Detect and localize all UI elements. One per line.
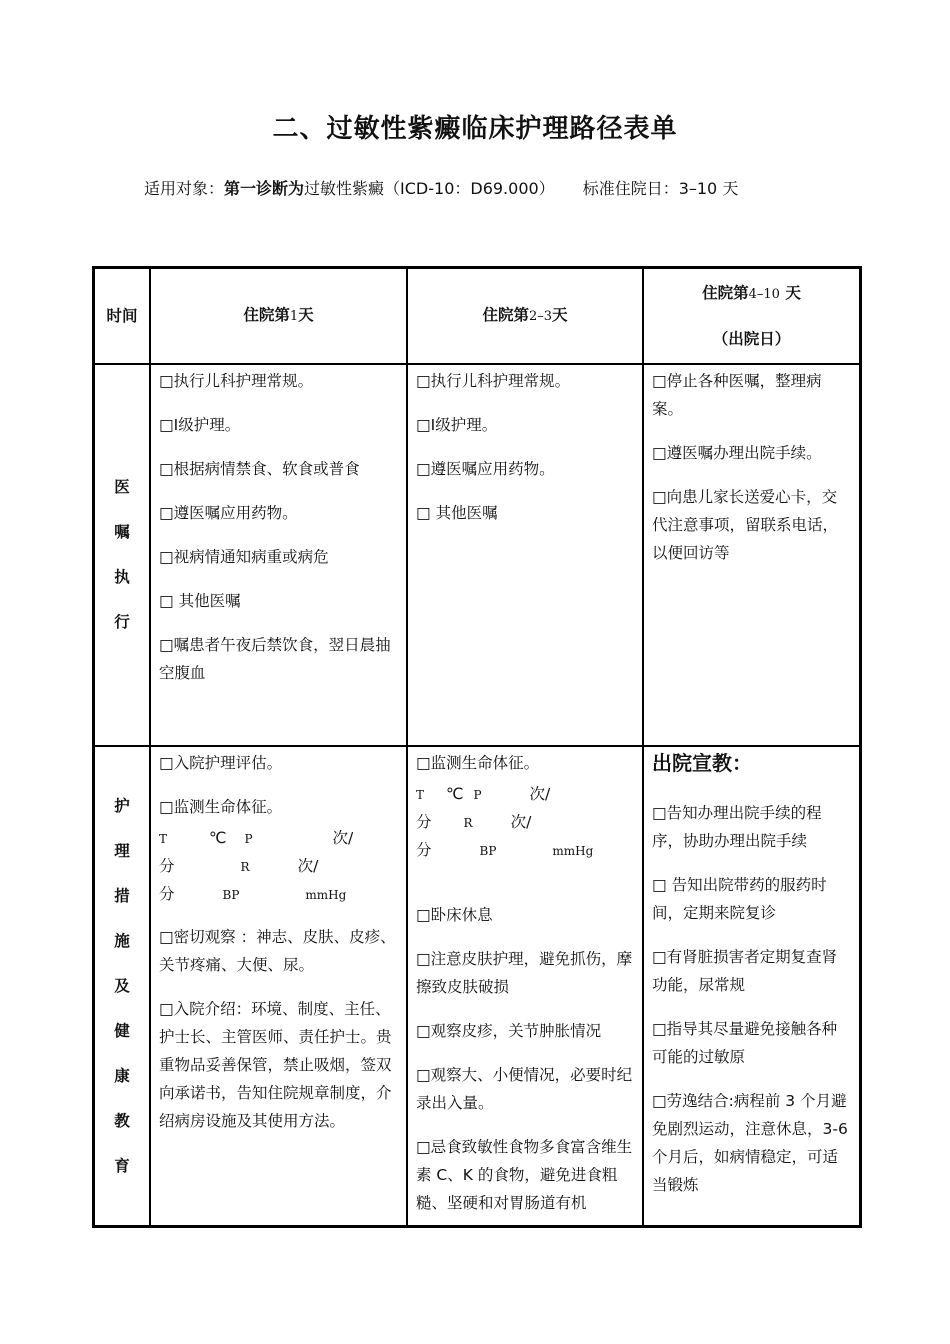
row-label-char: 及 (114, 976, 130, 995)
vital-r: R (240, 860, 250, 874)
row-label-char: 医 (114, 478, 130, 496)
checklist-item[interactable]: □ 告知出院带药的服药时间，定期来院复诊 (652, 876, 827, 922)
header-day2-3 (407, 268, 643, 364)
checklist-item[interactable]: □遵医嘱应用药物。 (416, 460, 555, 478)
checklist-item[interactable]: □有肾脏损害者定期复查肾功能，尿常规 (652, 948, 838, 994)
vital-celsius: ℃ (209, 829, 227, 847)
checklist-item[interactable]: □卧床休息 (416, 906, 493, 924)
checklist-item[interactable]: □根据病情禁食、软食或普食 (159, 460, 360, 478)
vital-bp: BP (222, 888, 240, 902)
vital-unit: 分 (159, 857, 175, 875)
subtitle-prefix: 适用对象： (144, 179, 225, 198)
header-day2-num: 2–3 (528, 309, 553, 324)
header-day1-post: 天 (298, 306, 314, 324)
header-day4-num: 4–10 (748, 287, 780, 302)
checklist-item[interactable]: □密切观察 ：神志、皮肤、皮疹、关节疼痛、大便、尿。 (159, 928, 396, 974)
checklist-item[interactable]: □入院护理评估。 (159, 754, 283, 772)
row-label-nursing (94, 746, 150, 1226)
subtitle-bold: 第一诊断为 (224, 179, 305, 198)
row-label-char: 护 (114, 796, 130, 815)
header-day4-post: 天 (785, 284, 801, 302)
checklist-item[interactable]: □监测生命体征。 (159, 798, 283, 816)
vital-bp: BP (479, 844, 497, 858)
header-day1 (150, 268, 407, 364)
vital-unit: 分 (159, 885, 175, 903)
checklist-item[interactable]: □ 其他医嘱 (159, 592, 241, 610)
checklist-item[interactable]: □观察皮疹，关节肿胀情况 (416, 1022, 602, 1040)
checklist-item[interactable]: □视病情通知病重或病危 (159, 548, 329, 566)
vital-unit: 次/ (529, 785, 551, 803)
header-day1-pre: 住院第 (243, 306, 290, 324)
checklist-item[interactable]: □遵医嘱办理出院手续。 (652, 444, 822, 462)
header-day4-10 (643, 268, 860, 364)
row-label-char: 康 (114, 1066, 130, 1085)
discharge-education-heading: 出院宣教： (652, 751, 752, 775)
nursing-day4-10 (643, 746, 860, 1226)
vital-p: P (473, 788, 482, 802)
vital-t: T (159, 832, 168, 846)
vital-unit: 次/ (332, 829, 354, 847)
vital-mmhg: mmHg (305, 888, 347, 902)
checklist-item[interactable]: □指导其尽量避免接触各种可能的过敏原 (652, 1020, 838, 1066)
row-label-char: 理 (114, 841, 130, 860)
header-day2-post: 天 (552, 306, 568, 324)
row-label-char: 嘱 (114, 523, 130, 541)
subtitle-stay: 标准住院日：3–10 天 (582, 179, 739, 198)
checklist-item[interactable]: □向患儿家长送爱心卡，交代注意事项，留联系电话，以便回访等 (652, 488, 839, 562)
checklist-item[interactable]: □入院介绍：环境、制度、主任、护士长、主管医师、责任护士。贵重物品妥善保管，禁止吸烟，签双向承诺书，告知住院规章制度，介绍病房设施及其使用方法。 (159, 1000, 392, 1130)
vital-signs-day2 (416, 781, 634, 865)
row-label-char: 施 (114, 931, 130, 950)
header-discharge-day: （出院日） (712, 330, 791, 348)
pathway-table-wrap (92, 266, 858, 1228)
checklist-item[interactable]: □执行儿科护理常规。 (159, 372, 314, 390)
vital-p: P (244, 832, 253, 846)
checklist-item[interactable]: □Ⅰ级护理。 (159, 416, 241, 434)
vital-celsius: ℃ (446, 785, 464, 803)
orders-day4-10 (643, 364, 860, 746)
vital-r: R (463, 816, 473, 830)
header-day4-pre: 住院第 (702, 284, 749, 302)
checklist-item[interactable]: □劳逸结合:病程前 3 个月避免剧烈运动，注意休息，3-6 个月后，如病情稳定，可适当锻炼 (652, 1092, 848, 1194)
row-label-char: 教 (114, 1111, 130, 1130)
checklist-item[interactable]: □注意皮肤护理，避免抓伤，摩擦致皮肤破损 (416, 950, 633, 996)
vital-mmhg: mmHg (552, 844, 594, 858)
checklist-item[interactable]: □监测生命体征。 (416, 754, 540, 772)
page-title: 二、过敏性紫癜临床护理路径表单 (272, 114, 678, 144)
checklist-item[interactable]: □忌食致敏性食物多食富含维生素 C、K 的食物，避免进食粗糙、坚硬和对胃肠道有机 (416, 1138, 633, 1212)
subtitle (144, 176, 738, 199)
table-row-orders (94, 364, 860, 746)
checklist-item[interactable]: □ 其他医嘱 (416, 504, 498, 522)
checklist-item[interactable]: □遵医嘱应用药物。 (159, 504, 298, 522)
checklist-item[interactable]: □告知办理出院手续的程序，协助办理出院手续 (652, 804, 822, 850)
pathway-table (92, 266, 862, 1228)
checklist-item[interactable]: □停止各种医嘱，整理病案。 (652, 372, 822, 418)
checklist-item[interactable]: □观察大、小便情况，必要时纪录出入量。 (416, 1066, 633, 1112)
checklist-item[interactable]: □嘱患者午夜后禁饮食，翌日晨抽空腹血 (159, 636, 391, 682)
nursing-day2-3 (407, 746, 643, 1226)
row-label-char: 措 (114, 886, 130, 905)
vital-unit: 分 (416, 841, 432, 859)
vital-unit: 分 (416, 813, 432, 831)
orders-day2-3 (407, 364, 643, 746)
table-header-row (94, 268, 860, 364)
header-day2-pre: 住院第 (482, 306, 529, 324)
row-label-char: 执 (114, 568, 130, 586)
vital-signs-day1 (159, 825, 398, 909)
subtitle-diagnosis: 过敏性紫癜（ICD-10：D69.000） (304, 179, 555, 198)
row-label-char: 育 (114, 1156, 130, 1175)
vital-t: T (416, 788, 425, 802)
row-label-char: 健 (114, 1021, 130, 1040)
header-time: 时间 (94, 268, 150, 364)
nursing-day1 (150, 746, 407, 1226)
vital-unit: 次/ (510, 813, 532, 831)
orders-day1 (150, 364, 407, 746)
checklist-item[interactable]: □Ⅰ级护理。 (416, 416, 498, 434)
vital-unit: 次/ (297, 857, 319, 875)
table-row-nursing (94, 746, 860, 1226)
row-label-orders (94, 364, 150, 746)
header-day1-num: 1 (289, 309, 299, 324)
checklist-item[interactable]: □执行儿科护理常规。 (416, 372, 571, 390)
row-label-char: 行 (114, 613, 130, 631)
